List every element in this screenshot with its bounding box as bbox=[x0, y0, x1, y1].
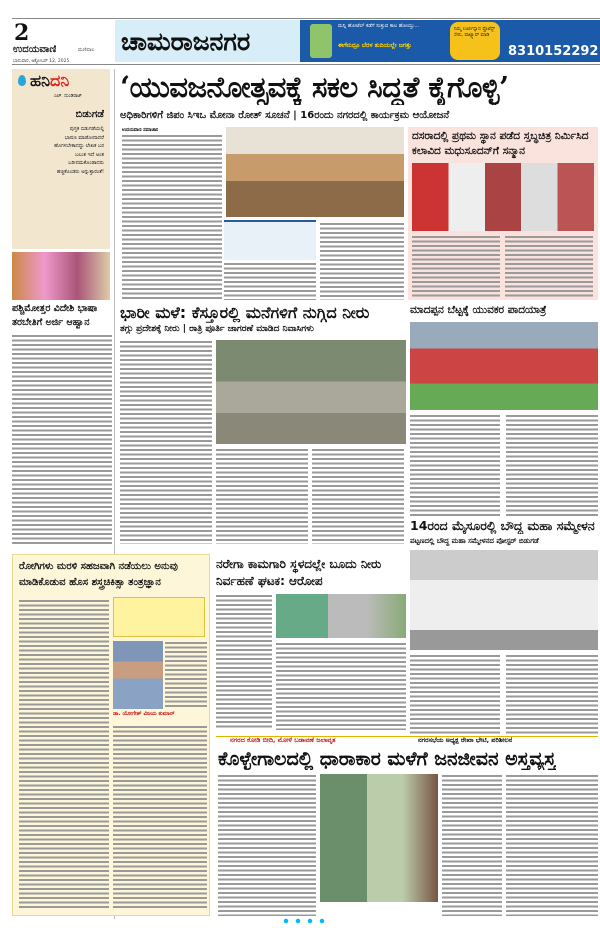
dasara-photo bbox=[412, 163, 594, 231]
edition: ಮಣಿಪಾಲ bbox=[78, 47, 95, 53]
training-headline: ಪಶ್ಚಿಮೋತ್ತರ ವಿದೇಶಿ ಭಾಷಾ ತರಬೇತಿಗೆ ಅರ್ಜಿ ಆಹ್ವಾನ bbox=[12, 303, 98, 328]
kollegal-photo bbox=[320, 774, 438, 902]
buddha-subhead: ಪಟ್ಟಣದಲ್ಲಿ ಬೌದ್ಧ ಮಹಾ ಸಮ್ಮೇಳನದ ಪೋಸ್ಟರ್ ಬಿಡುಗಡೆ bbox=[410, 537, 539, 545]
honey-title-b: ದನಿ bbox=[49, 71, 70, 90]
ad-bubble: ನಿಮ್ಮ ಊರ್ಲಿನ್ನಾದ ಪ್ರೊಟೆಸ್ಟ್ ಸೇರು, ವಾಟ್ಸ್ಯಾಪ್ ಮಾಡಿ bbox=[450, 22, 500, 60]
padayatra-headline: ಮಾದಪ್ಪನ ಬೆಟ್ಟಕ್ಕೆ ಯುವಕರ ಪಾದಯಾತ್ರೆ bbox=[410, 304, 547, 316]
kollegal-kicker-b: ನಗರಸಭೆಯ ಅಧ್ಯಕ್ಷ ರೇಖಾ ಭೇಟಿ, ಪರಿಶೀಲನೆ bbox=[418, 736, 513, 744]
rain-subhead: ತಗ್ಗು ಪ್ರದೇಶಕ್ಕೆ ನೀರು | ರಾತ್ರಿ ಪೂರ್ತಿ ಜಾಗರಣೆ ಮಾಡಿದ ನಿವಾಸಿಗಳು bbox=[120, 324, 314, 334]
health-headline: ರೋಗಿಗಳು ಮರಳಿ ಸಹಜವಾಗಿ ನಡೆಯಲು ಅನುವು ಮಾಡಿಕೊಡುವ ಹೊಸ ಶಸ್ತ್ರಚಿಕಿತ್ಸಾ ತಂತ್ರಜ್ಞಾನ bbox=[19, 561, 178, 588]
honey-title-a: ಹನಿ bbox=[30, 71, 50, 90]
pull-quote bbox=[113, 597, 205, 637]
poem: ಪುಸ್ತಕ ಬಿಡುಗಡೆಯಲ್ಲಿ ಭಾಷಣ ಮಾಡೋದಾದರೆ ಹೊಗಳಬೇಕಾದದ್ದು ಲೇಖಕ ಬರ ಬಲುತ ಇದೆ ಅಂತ ಬರೀದಮಕೊಂಡಾದರು ಹಚ್ಚಿಕೊಂಡರು ಅನ್ನುತ್ತಾರಂತೆ! bbox=[54, 126, 104, 175]
narega-photo bbox=[276, 594, 406, 638]
top-rule bbox=[12, 18, 600, 19]
paper-name: ಉದಯವಾಣಿ bbox=[13, 44, 57, 55]
buddha-photo bbox=[410, 550, 598, 650]
header-rule bbox=[12, 64, 600, 65]
advertisement bbox=[300, 20, 600, 62]
rain-photo bbox=[216, 340, 406, 444]
date: ಭಾನುವಾರ, ಅಕ್ಟೋಬರ್ 12, 2025 bbox=[13, 59, 70, 64]
lead-body bbox=[122, 134, 222, 300]
phone-icon bbox=[310, 24, 332, 58]
poem-heading: ಬಿಡುಗಡೆ bbox=[75, 109, 104, 120]
left-photo bbox=[12, 252, 110, 300]
registration-marks bbox=[280, 918, 330, 924]
honey-author: ಎಚ್. ದುಂಡಿರಾಜ್ bbox=[54, 94, 82, 99]
lead-highlights bbox=[224, 220, 316, 260]
buddha-headline: 14ರಂದ ಮೈಸೂರಲ್ಲಿ ಬೌದ್ಧ ಮಹಾ ಸಮ್ಮೇಳನ bbox=[410, 518, 595, 533]
ad-text-1: ಮನ್ನಿ ಹೋಟೆಲ್ ಕಡೆಗೆ ಸುತ್ತುವ ಕಾಲ ಹೋಯ್ತು... bbox=[338, 23, 420, 29]
lead-photo bbox=[226, 127, 404, 217]
doctor-name: ಡಾ. ಯೋಗೇಶ್ ವಿಜಯ ಕುಮಾರ್ bbox=[113, 711, 175, 717]
ad-phone: 8310152292 bbox=[508, 44, 599, 59]
ad-text-2: ಈಗೇನಿದ್ರೂ ಬೆರಳ ತುದಿಯಲ್ಲೇ ಜಗತ್ತು bbox=[338, 42, 412, 49]
honey-dani-box bbox=[12, 69, 110, 249]
page-number: 2 bbox=[14, 20, 30, 46]
section-title: ಚಾಮರಾಜನಗರ bbox=[115, 20, 300, 62]
dasara-headline: ದಸರಾದಲ್ಲಿ ಪ್ರಥಮ ಸ್ಥಾನ ಪಡೆದ ಸ್ತಬ್ಧಚಿತ್ರ ನಿರ್ಮಿಸಿದ ಕಲಾವಿದ ಮಧುಸೂದನ್‌ಗೆ ಸನ್ಮಾನ bbox=[412, 130, 589, 157]
lead-headline: ‘ಯುವಜನೋತ್ಸವಕ್ಕೆ ಸಕಲ ಸಿದ್ಧತೆ ಕೈಗೊಳ್ಳಿ’ bbox=[120, 70, 509, 104]
kollegal-kicker-a: ನಗರದ ಕೋಡಿ ಬೀದಿ, ಮೋಳೆ ಬಡಾವಣೆ ಜಲಾವೃತ bbox=[230, 736, 336, 744]
kollegal-headline: ಕೊಳ್ಳೇಗಾಲದಲ್ಲಿ ಧಾರಾಕಾರ ಮಳೆಗೆ ಜನಜೀವನ ಅಸ್ತವ್ಯಸ್ತ bbox=[218, 748, 556, 770]
lead-byline: ಉದಯವಾಣಿ ಸಮಾಚಾರ bbox=[122, 128, 159, 133]
drop-icon bbox=[18, 75, 26, 86]
dasara-box bbox=[408, 127, 598, 300]
rain-headline: ಭಾರೀ ಮಳೆ: ಕೆಸ್ತೂರಲ್ಲಿ ಮನೆಗಳಿಗೆ ನುಗ್ಗಿದ ನೀರು bbox=[120, 303, 370, 322]
doctor-photo bbox=[113, 641, 163, 709]
health-box bbox=[12, 554, 210, 916]
lead-subhead: ಅಧಿಕಾರಿಗಳಿಗೆ ಜಿಪಂ ಸಿಇಒ ಮೋನಾ ರೋತ್ ಸೂಚನೆ | 16ರಂದು ನಗರದಲ್ಲಿ ಕಾರ್ಯಕ್ರಮ ಆಯೋಜನೆ bbox=[120, 110, 450, 121]
padayatra-photo bbox=[410, 322, 598, 410]
narega-headline: ನರೇಗಾ ಕಾಮಗಾರಿ ಸ್ಥಳದಲ್ಲೇ ಬೂದು ನೀರು ನಿರ್ವಹಣೆ ಘಟಕ: ಆರೋಪ bbox=[216, 557, 382, 588]
